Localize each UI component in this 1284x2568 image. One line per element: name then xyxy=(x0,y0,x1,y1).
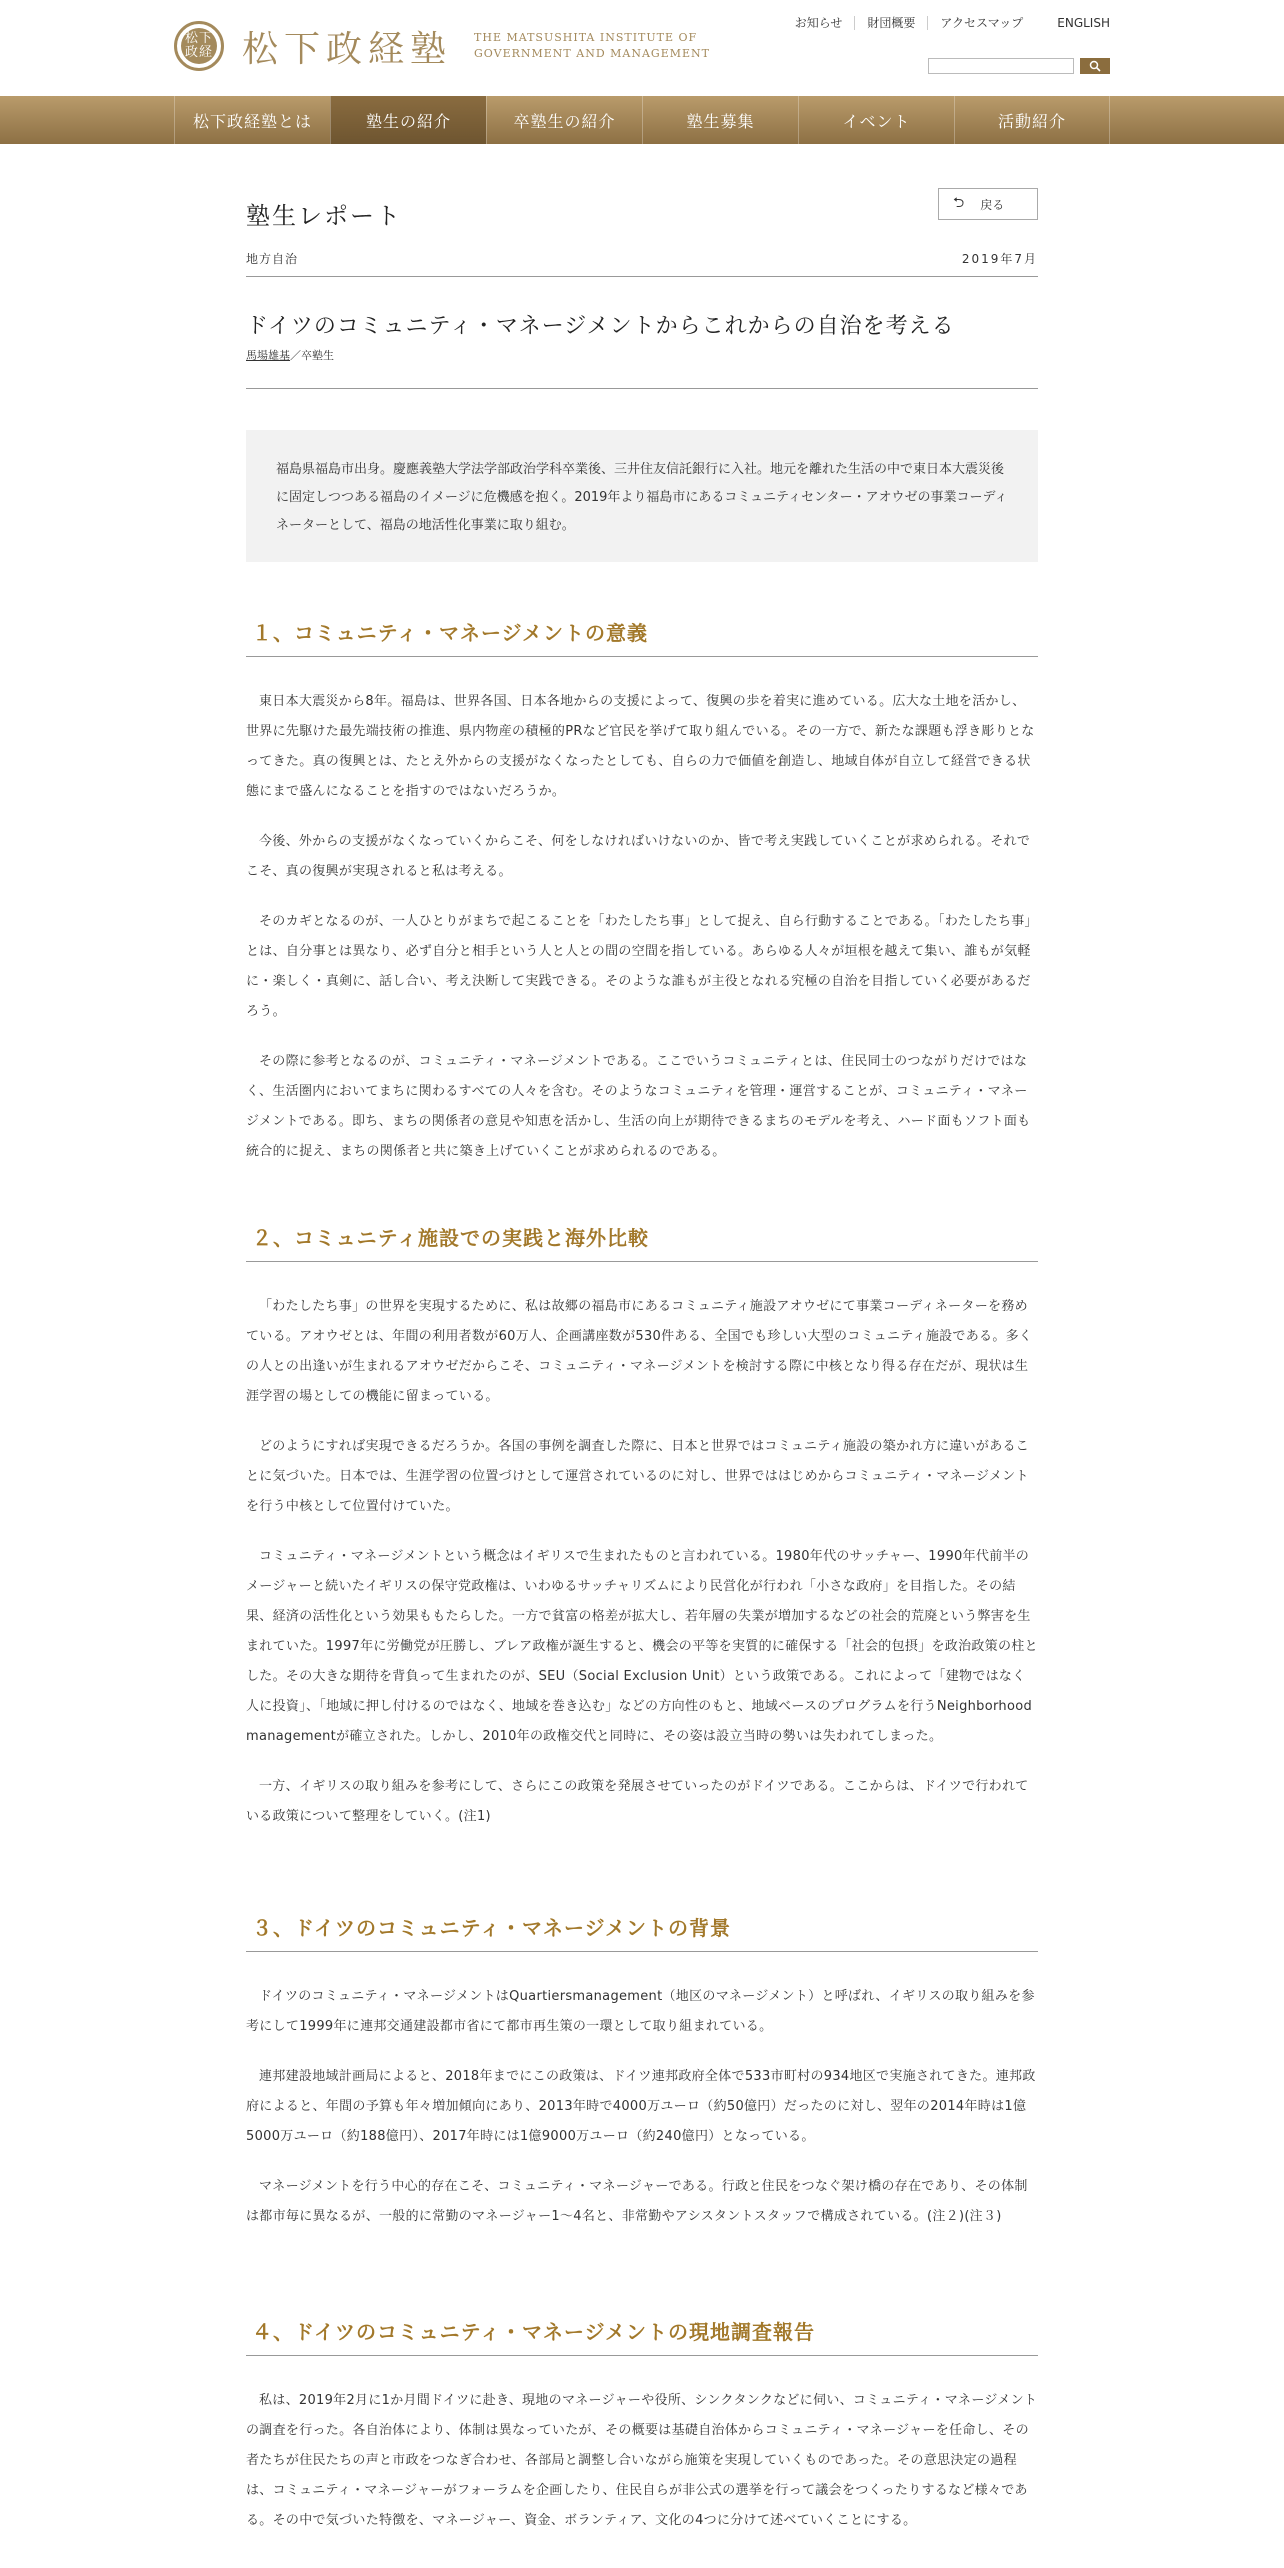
main-content xyxy=(246,144,1038,2528)
util-link-access[interactable]: アクセスマップ xyxy=(927,16,1035,30)
utility-links xyxy=(783,16,1110,30)
page-head xyxy=(246,144,1038,284)
section-2-paragraph: どのようにすれば実現できるだろうか。各国の事例を調査した際に、日本と世界ではコミュニティ施設の築かれ方に違いがあることに気づいた。日本では、生涯学習の位置づけとして運営されているのに対し、世界でははじめからコミュニティ・マネージメントを行う中核として位置付けていた。 xyxy=(246,1439,1030,1514)
nav-item-about[interactable]: 松下政経塾とは xyxy=(174,96,330,144)
logo-seal xyxy=(174,21,224,71)
report-meta xyxy=(246,250,1038,277)
search-button[interactable] xyxy=(1080,58,1110,74)
page-title: 塾生レポート xyxy=(246,202,402,230)
section-4-heading: ４、ドイツのコミュニティ・マネージメントの現地調査報告 xyxy=(246,2317,1038,2356)
logo-seal-text: 松下 政経 xyxy=(181,28,217,64)
section-1-heading: １、コミュニティ・マネージメントの意義 xyxy=(246,618,1038,657)
section-4 xyxy=(246,2317,1038,2536)
article-author xyxy=(246,347,334,363)
util-link-news[interactable]: お知らせ xyxy=(794,16,843,30)
back-arrow-icon: ⮌ xyxy=(953,195,965,211)
nav-item-students[interactable]: 塾生の紹介 xyxy=(330,96,486,144)
section-2-paragraph: 「わたしたち事」の世界を実現するために、私は故郷の福島市にあるコミュニティ施設アオウゼにて事業コーディネーターを務めている。アオウゼとは、年間の利用者数が60万人、企画講座数が530件ある、全国でも珍しい大型のコミュニティ施設である。多くの人との出逢いが生まれるアオウゼだからこそ、コミュニティ・マネージメントを検討する際に中核となり得る存在だが、現状は生涯学習の場としての機能に留まっている。 xyxy=(246,1299,1033,1404)
author-role: ／卒塾生 xyxy=(290,349,334,362)
section-2 xyxy=(246,1223,1038,1832)
back-button-label: 戻る xyxy=(980,197,1005,212)
util-link-about[interactable]: 財団概要 xyxy=(854,16,927,30)
back-button[interactable] xyxy=(938,188,1038,220)
search-input[interactable] xyxy=(928,58,1074,74)
nav-item-recruit[interactable]: 塾生募集 xyxy=(642,96,798,144)
report-date: 2019年7月 xyxy=(961,252,1038,266)
logo-english-line-1: THE MATSUSHITA INSTITUTE OF xyxy=(474,31,698,44)
section-3-paragraph: 連邦建設地域計画局によると、2018年までにこの政策は、ドイツ連邦政府全体で533市町村の934地区で実施されてきた。連邦政府によると、年間の予算も年々増加傾向にあり、2013年時で4000万ユーロ（約50億円）だったのに対し、翌年の2014年時は1億5000万ユーロ（約188億円）、2017年時には1億9000万ユーロ（約240億円）となっている。 xyxy=(246,2069,1036,2144)
section-3-paragraph: マネージメントを行う中心的存在こそ、コミュニティ・マネージャーである。行政と住民をつなぐ架け橋の存在であり、その体制は都市毎に異なるが、一般的に常勤のマネージャー1～4名と、非常勤やアシスタントスタッフで構成されている。(注２)(注３) xyxy=(246,2179,1028,2224)
section-3-heading: ３、ドイツのコミュニティ・マネージメントの背景 xyxy=(246,1913,1038,1952)
search-icon xyxy=(1089,60,1101,72)
nav-item-alumni[interactable]: 卒塾生の紹介 xyxy=(486,96,642,144)
section-4-paragraph: 私は、2019年2月に1か月間ドイツに赴き、現地のマネージャーや役所、シンクタンクなどに伺い、コミュニティ・マネージメントの調査を行った。各自治体により、体制は異なっていたが、その概要は基礎自治体からコミュニティ・マネージャーを任命し、その者たちが住民たちの声と市政をつなぎ合わせ、各部局と調整し合いながら施策を実現していくものであった。その意思決定の過程は、コミュニティ・マネージャーがフォーラムを企画したり、住民自らが非公式の選挙を行って議会をつくったりするなど様々である。その中で気づいた特徴を、マネージャー、資金、ボランティア、文化の4つに分けて述べていくことにする。 xyxy=(246,2393,1038,2528)
section-3 xyxy=(246,1913,1038,2232)
section-1-paragraph: 今後、外からの支援がなくなっていくからこそ、何をしなければいけないのか、皆で考え実践していくことが求められる。それでこそ、真の復興が実現されると私は考える。 xyxy=(246,834,1031,879)
nav-item-events[interactable]: イベント xyxy=(798,96,954,144)
report-category: 地方自治 xyxy=(246,252,299,266)
section-3-paragraph: ドイツのコミュニティ・マネージメントはQuartiersmanagement（地区のマネージメント）と呼ばれ、イギリスの取り組みを参考にして1999年に連邦交通建設都市省にて都市再生策の一環として取り組まれている。 xyxy=(246,1989,1035,2034)
section-2-paragraph: コミュニティ・マネージメントという概念はイギリスで生まれたものと言われている。1980年代のサッチャー、1990年代前半のメージャーと続いたイギリスの保守党政権は、いわゆるサッチャリズムにより民営化が行われ「小さな政府」を目指した。その結果、経済の活性化という効果ももたらした。一方で貧富の格差が拡大し、若年層の失業が増加するなどの社会的荒廃という弊害を生まれていた。1997年に労働党が圧勝し、ブレア政権が誕生すると、機会の平等を実質的に確保する「社会的包摂」を政治政策の柱とした。その大きな期待を背負って生まれたのが、SEU（Social Exclusion Unit）という政策である。これによって「建物ではなく人に投資」、「地域に押し付けるのではなく、地域を巻き込む」などの方向性のもと、地域ベースのプログラムを行うNeighborhood managementが確立された。しかし、2010年の政権交代と同時に、その姿は設立当時の勢いは失われてしまった。 xyxy=(246,1549,1038,1744)
nav-item-activities[interactable]: 活動紹介 xyxy=(954,96,1110,144)
section-1-paragraph: その際に参考となるのが、コミュニティ・マネージメントである。ここでいうコミュニティとは、住民同士のつながりだけではなく、生活圏内においてまちに関わるすべての人々を含む。そのようなコミュニティを管理・運営することが、コミュニティ・マネージメントである。即ち、まちの関係者の意見や知恵を活かし、生活の向上が期待できるまちのモデルを考え、ハード面もソフト面も統合的に捉え、まちの関係者と共に築き上げていくことが求められるのである。 xyxy=(246,1054,1031,1159)
english-link[interactable]: ENGLISH xyxy=(1057,16,1110,30)
logo-name: 松下政経塾 xyxy=(242,28,453,70)
section-2-heading: ２、コミュニティ施設での実践と海外比較 xyxy=(246,1223,1038,1262)
title-divider xyxy=(246,388,1038,389)
section-2-paragraph: 一方、イギリスの取り組みを参考にして、さらにこの政策を発展させていったのがドイツである。ここからは、ドイツで行われている政策について整理をしていく。(注1) xyxy=(246,1779,1029,1824)
author-name-link[interactable]: 馬場雄基 xyxy=(246,349,290,362)
site-search xyxy=(928,58,1110,74)
section-1 xyxy=(246,618,1038,1167)
site-logo[interactable] xyxy=(174,16,710,76)
logo-english-name xyxy=(474,30,710,62)
site-header xyxy=(0,0,1284,96)
author-profile: 福島県福島市出身。慶應義塾大学法学部政治学科卒業後、三井住友信託銀行に入社。地元を離れた生活の中で東日本大震災後に固定しつつある福島のイメージに危機感を抱く。2019年より福島市にあるコミュニティセンター・アオウゼの事業コーディネーターとして、福島の地活性化事業に取り組む。 xyxy=(246,430,1038,562)
article-title: ドイツのコミュニティ・マネージメントからこれからの自治を考える xyxy=(246,314,955,339)
section-1-paragraph: 東日本大震災から8年。福島は、世界各国、日本各地からの支援によって、復興の歩を着実に進めている。広大な土地を活かし、世界に先駆けた最先端技術の推進、県内物産の積極的PRなど官民を挙げて取り組んでいる。その一方で、新たな課題も浮き彫りとなってきた。真の復興とは、たとえ外からの支援がなくなったとしても、自らの力で価値を創造し、地域自体が自立して経営できる状態にまで盛んになることを指すのではないだろうか。 xyxy=(246,694,1035,799)
section-1-paragraph: そのカギとなるのが、一人ひとりがまちで起こることを「わたしたち事」として捉え、自ら行動することである。「わたしたち事」とは、自分事とは異なり、必ず自分と相手という人と人との間の空間を指している。あらゆる人々が垣根を越えて集い、誰もが気軽に・楽しく・真剣に、話し合い、考え決断して実践できる。そのような誰もが主役となれる究極の自治を目指していく必要があるだろう。 xyxy=(246,914,1038,1019)
logo-english-line-2: GOVERNMENT AND MANAGEMENT xyxy=(474,47,710,60)
global-nav xyxy=(0,96,1284,144)
